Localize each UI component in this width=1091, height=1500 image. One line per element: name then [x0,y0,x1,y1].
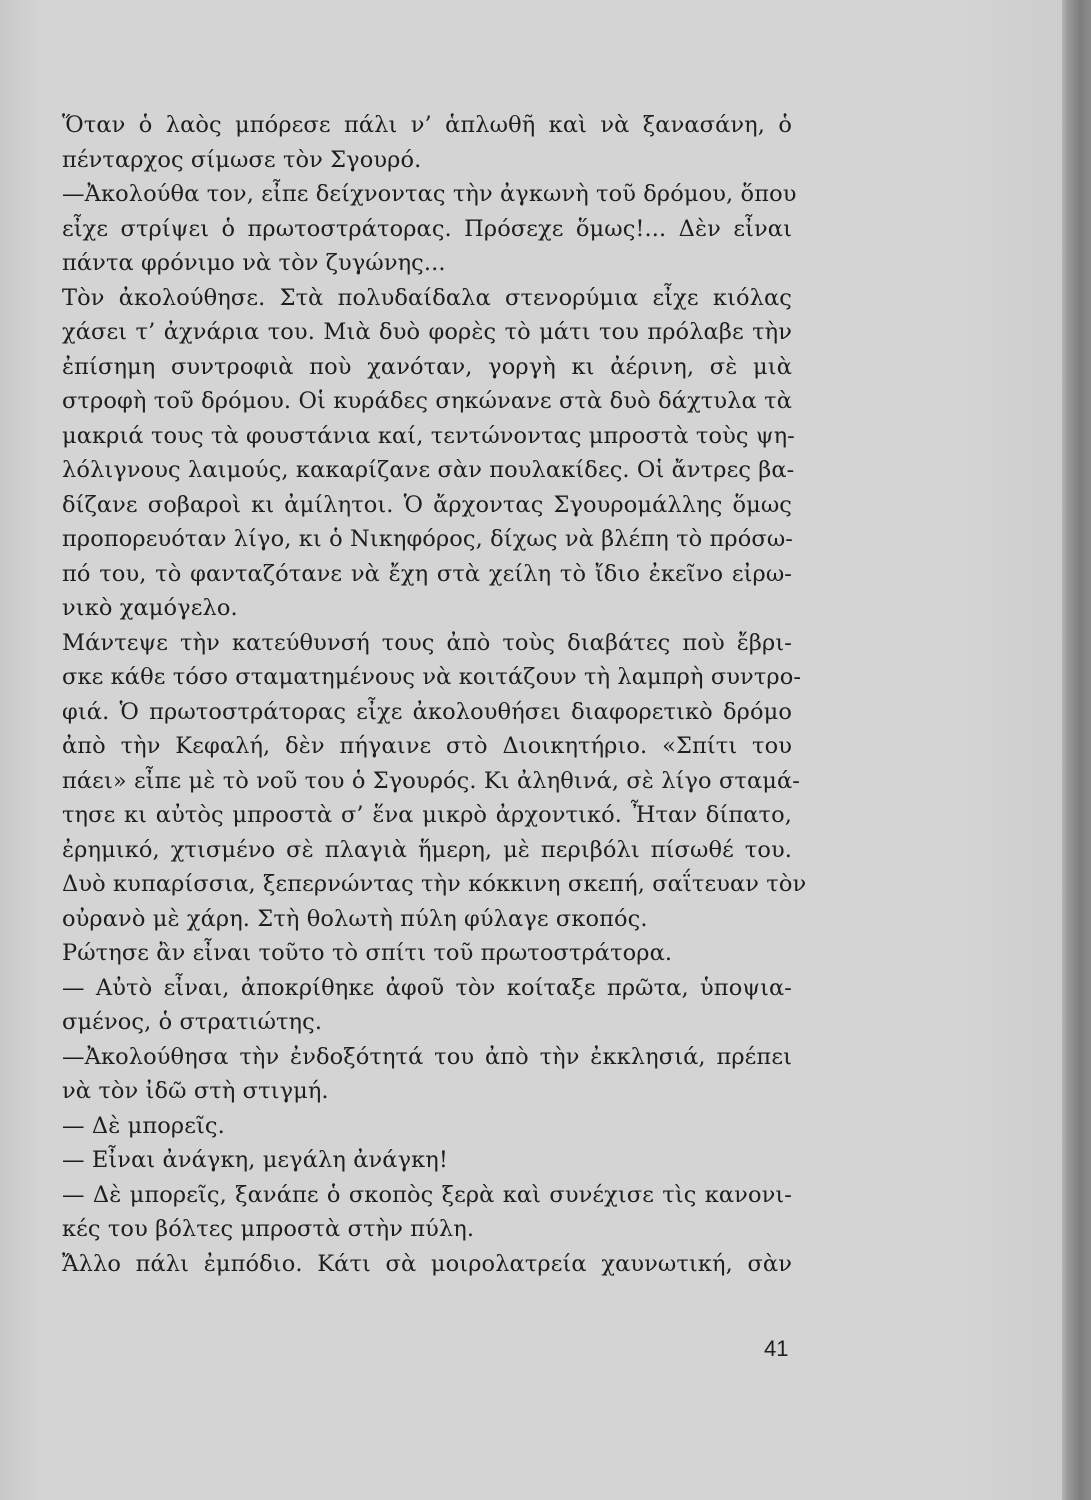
text-line: δίζανε σοβαροὶ κι ἀμίλητοι. Ὁ ἄρχοντας Σγουρομάλλης ὅμως [62,491,792,518]
text-line: — Αὐτὸ εἶναι, ἀποκρίθηκε ἀφοῦ τὸν κοίταξε πρῶτα, ὑποψια- [62,974,792,1001]
text-line: πένταρχος σίμωσε τὸν Σγουρό. [62,146,422,173]
text-line: Μάντεψε τὴν κατεύθυνσή τους ἀπὸ τοὺς διαβάτες ποὺ ἔβρι- [62,629,792,656]
text-line: εἶχε στρίψει ὁ πρωτοστράτορας. Πρόσεχε ὅμως!... Δὲν εἶναι [62,215,792,242]
text-line: σκε κάθε τόσο σταματημένους νὰ κοιτάζουν τὴ λαμπρὴ συντρο- [62,664,802,690]
text-line: τησε κι αὐτὸς μπροστὰ σ’ ἕνα μικρὸ ἀρχοντικό. Ἦταν δίπατο, [62,802,792,828]
text-line: προπορευόταν λίγο, κι ὁ Νικηφόρος, δίχως νὰ βλέπη τὸ πρόσω- [62,526,794,552]
text-line: πάει» εἶπε μὲ τὸ νοῦ του ὁ Σγουρός. Κι ἀληθινά, σὲ λίγο σταμά- [62,767,800,794]
text-line: νικὸ χαμόγελο. [62,595,238,621]
text-line: νὰ τὸν ἰδῶ στὴ στιγμή. [62,1078,329,1104]
text-line: οὐρανὸ μὲ χάρη. Στὴ θολωτὴ πύλη φύλαγε σκοπός. [62,905,648,932]
text-line: πάντα φρόνιμο νὰ τὸν ζυγώνης... [62,250,446,276]
text-line: —Ἀκολούθησα τὴν ἐνδοξότητά του ἀπὸ τὴν ἐκκλησιά, πρέπει [62,1043,792,1070]
text-line: —Ἀκολούθα τον, εἶπε δείχνοντας τὴν ἀγκωνὴ τοῦ δρόμου, ὅπου [62,181,797,207]
text-line: πό του, τὸ φανταζότανε νὰ ἔχη στὰ χείλη τὸ ἴδιο ἐκεῖνο εἰρω- [62,560,792,587]
text-line: λόλιγνους λαιμούς, κακαρίζανε σὰν πουλακίδες. Οἱ ἄντρες βα- [62,457,795,483]
text-line: ἐρημικό, χτισμένο σὲ πλαγιὰ ἥμερη, μὲ περιβόλι πίσωθέ του. [62,836,792,863]
text-line: — Δὲ μπορεῖς. [62,1112,225,1139]
text-line: μακριά τους τὰ φουστάνια καί, τεντώνοντας μπροστὰ τοὺς ψη- [62,422,795,449]
text-line: Ἄλλο πάλι ἐμπόδιο. Κάτι σὰ μοιρολατρεία χαυνωτική, σὰν [62,1250,792,1277]
text-line: — Δὲ μπορεῖς, ξανάπε ὁ σκοπὸς ξερὰ καὶ συνέχισε τὶς κανονι- [62,1181,792,1208]
text-line: στροφὴ τοῦ δρόμου. Οἱ κυράδες σηκώνανε στὰ δυὸ δάχτυλα τὰ [62,388,792,414]
text-line: φιά. Ὁ πρωτοστράτορας εἶχε ἀκολουθήσει διαφορετικὸ δρόμο [62,698,792,725]
text-line: Ρώτησε ἂν εἶναι τοῦτο τὸ σπίτι τοῦ πρωτοστράτορα. [62,940,673,966]
text-line: Δυὸ κυπαρίσσια, ξεπερνώντας τὴν κόκκινη σκεπή, σαΐτευαν τὸν [62,871,807,897]
page-edge [1062,0,1091,1500]
text-line: σμένος, ὁ στρατιώτης. [62,1009,323,1035]
text-line: ἐπίσημη συντροφιὰ ποὺ χανόταν, γοργὴ κι ἀέρινη, σὲ μιὰ [62,353,792,380]
text-line: ἀπὸ τὴν Κεφαλή, δὲν πήγαινε στὸ Διοικητήριο. «Σπίτι του [62,733,792,759]
text-line: Ὅταν ὁ λαὸς μπόρεσε πάλι ν’ ἁπλωθῆ καὶ νὰ ξανασάνη, ὁ [62,112,792,138]
text-line: κές του βόλτες μπροστὰ στὴν πύλη. [62,1216,475,1242]
text-line: χάσει τ’ ἀχνάρια του. Μιὰ δυὸ φορὲς τὸ μάτι του πρόλαβε τὴν [62,319,792,345]
text-line: Τὸν ἀκολούθησε. Στὰ πολυδαίδαλα στενορύμια εἶχε κιόλας [62,284,792,311]
text-line: — Εἶναι ἀνάγκη, μεγάλη ἀνάγκη! [62,1147,449,1173]
page-body-text [62,108,807,1281]
page-number: 41 [764,1336,789,1361]
